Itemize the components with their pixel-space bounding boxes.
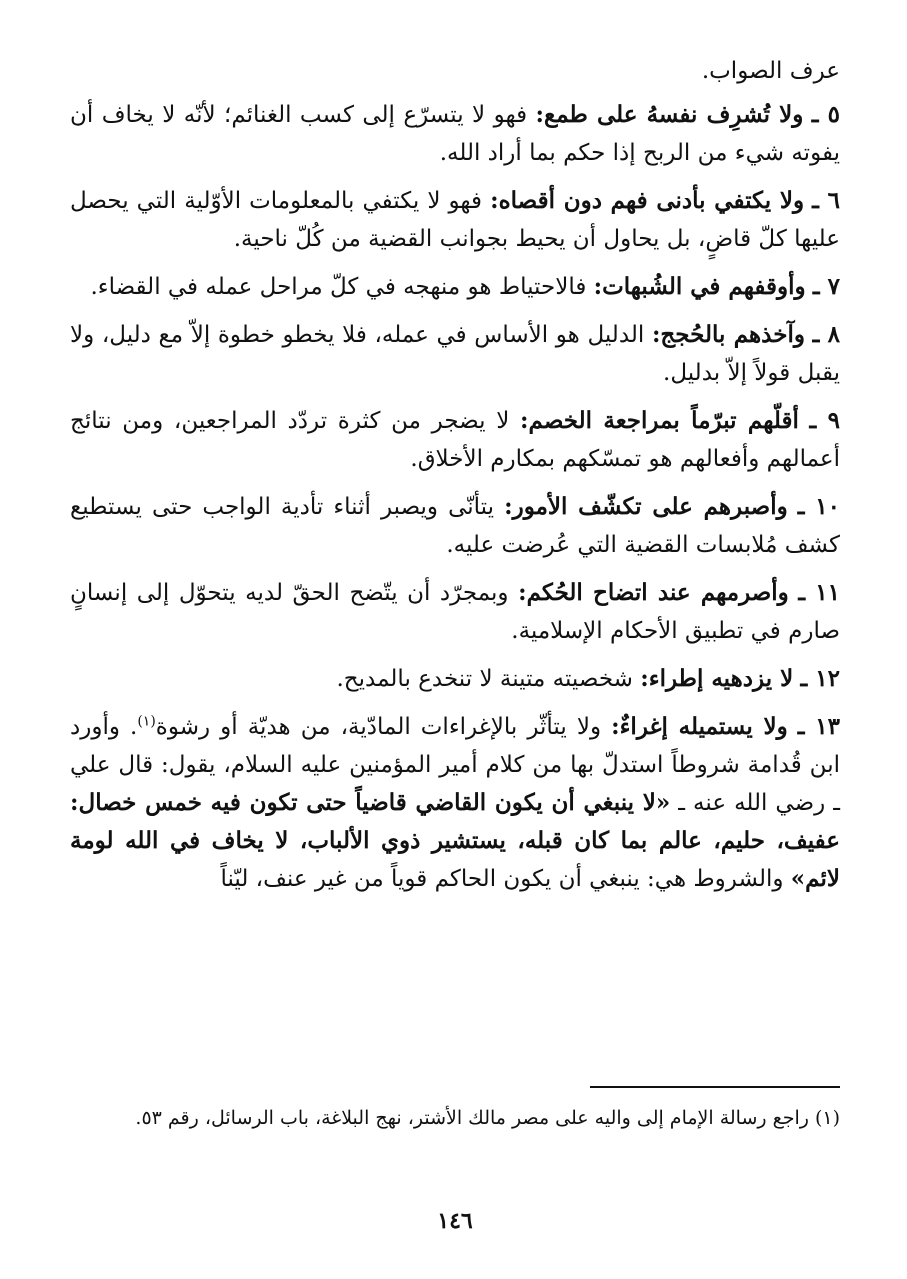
paragraph-12 [70,660,840,698]
intro-text: عرف الصواب. [701,58,840,84]
item-number: ٥ ـ [811,101,841,128]
item-text: وبمجرّد أن يتّضح الحقّ لديه يتحوّل إلى إنسانٍ صارم في تطبيق الأحكام الإسلامية. [70,580,840,644]
item-number: ١٠ ـ [797,493,840,520]
item-text: ولا يتأثّر بالإغراءات المادّية، من هديّة أو رشوة [155,714,602,740]
item-number: ١١ ـ [798,579,841,606]
paragraph-7 [70,268,840,306]
item-heading: ولا يكتفي بأدنى فهم دون أقصاه: [490,187,805,214]
page [70,52,840,1232]
paragraph-5 [70,96,840,172]
item-text-continued: . وأورد ابن قُدامة شروطاً استدلّ بها من كلام أمير المؤمنين عليه السلام، يقول: قال علي ـ رضي الله عنه ـ [70,714,841,816]
quotation: «لا ينبغي أن يكون القاضي قاضياً حتى تكون فيه خمس خصال: عفيف، حليم، عالم بما كان قبله، يستشير ذوي الألباب، لا يخاف في الله لومة لائم» [70,789,840,892]
item-number: ١٢ ـ [800,665,840,692]
item-number: ١٣ ـ [797,713,840,740]
item-number: ٧ ـ [812,273,840,300]
main-text [70,52,840,898]
item-number: ٦ ـ [812,187,840,214]
item-heading: لا يزدهيه إطراء: [640,665,794,692]
paragraph-6 [70,182,840,258]
paragraph-10 [70,488,840,564]
item-text: الدليل هو الأساس في عمله، فلا يخطو خطوة إلاّ مع دليل، ولا يقبل قولاً إلاّ بدليل. [70,322,840,386]
item-number: ٩ ـ [809,407,841,434]
item-heading: وأوقفهم في الشُبهات: [593,273,806,300]
footnote-marker[interactable]: (١) [137,713,156,730]
item-heading: ولا يستميله إغراءٌ: [611,713,788,740]
paragraph-9 [70,402,840,478]
page-number: ١٤٦ [437,1208,473,1234]
paragraph-13 [70,708,840,898]
item-text: فهو لا يتسرّع إلى كسب الغنائم؛ لأنّه لا يخاف أن يفوته شيء من الربح إذا حكم بما أراد الله. [70,102,840,166]
item-heading: ولا تُشرِف نفسهُ على طمع: [535,101,804,128]
paragraph-11 [70,574,840,650]
item-number: ٨ ـ [812,321,841,348]
footnote-1: (١) راجع رسالة الإمام إلى واليه على مصر مالك الأشتر، نهج البلاغة، باب الرسائل، رقم ٥٣. [135,1107,840,1129]
footnote-separator [590,1086,840,1088]
item-text: فهو لا يكتفي بالمعلومات الأوّلية التي يحصل عليها كلّ قاضٍ، بل يحاول أن يحيط بجوانب القضية من كُلّ ناحية. [70,188,840,252]
item-heading: وآخذهم بالحُجج: [651,321,805,348]
item-text: فالاحتياط هو منهجه في كلّ مراحل عمله في القضاء. [90,274,587,300]
item-heading: أقلّهم تبرّماً بمراجعة الخصم: [520,407,799,434]
item-heading: وأصرمهم عند اتضاح الحُكم: [518,579,789,606]
item-heading: وأصبرهم على تكشّف الأمور: [504,493,788,520]
item-text: لا يضجر من كثرة تردّد المراجعين، ومن نتائج أعمالهم وأفعالهم هو تمسّكهم بمكارم الأخلاق. [70,408,840,472]
paragraph-intro [70,52,840,90]
footnotes [70,1102,840,1134]
item-text: شخصيته متينة لا تنخدع بالمديح. [336,666,633,692]
item-text: يتأنّى ويصبر أثناء تأدية الواجب حتى يستطيع كشف مُلابسات القضية التي عُرضت عليه. [70,494,840,558]
paragraph-8 [70,316,840,392]
item-text-tail: والشروط هي: ينبغي أن يكون الحاكم قوياً من غير عنف، ليّناً [220,866,784,892]
